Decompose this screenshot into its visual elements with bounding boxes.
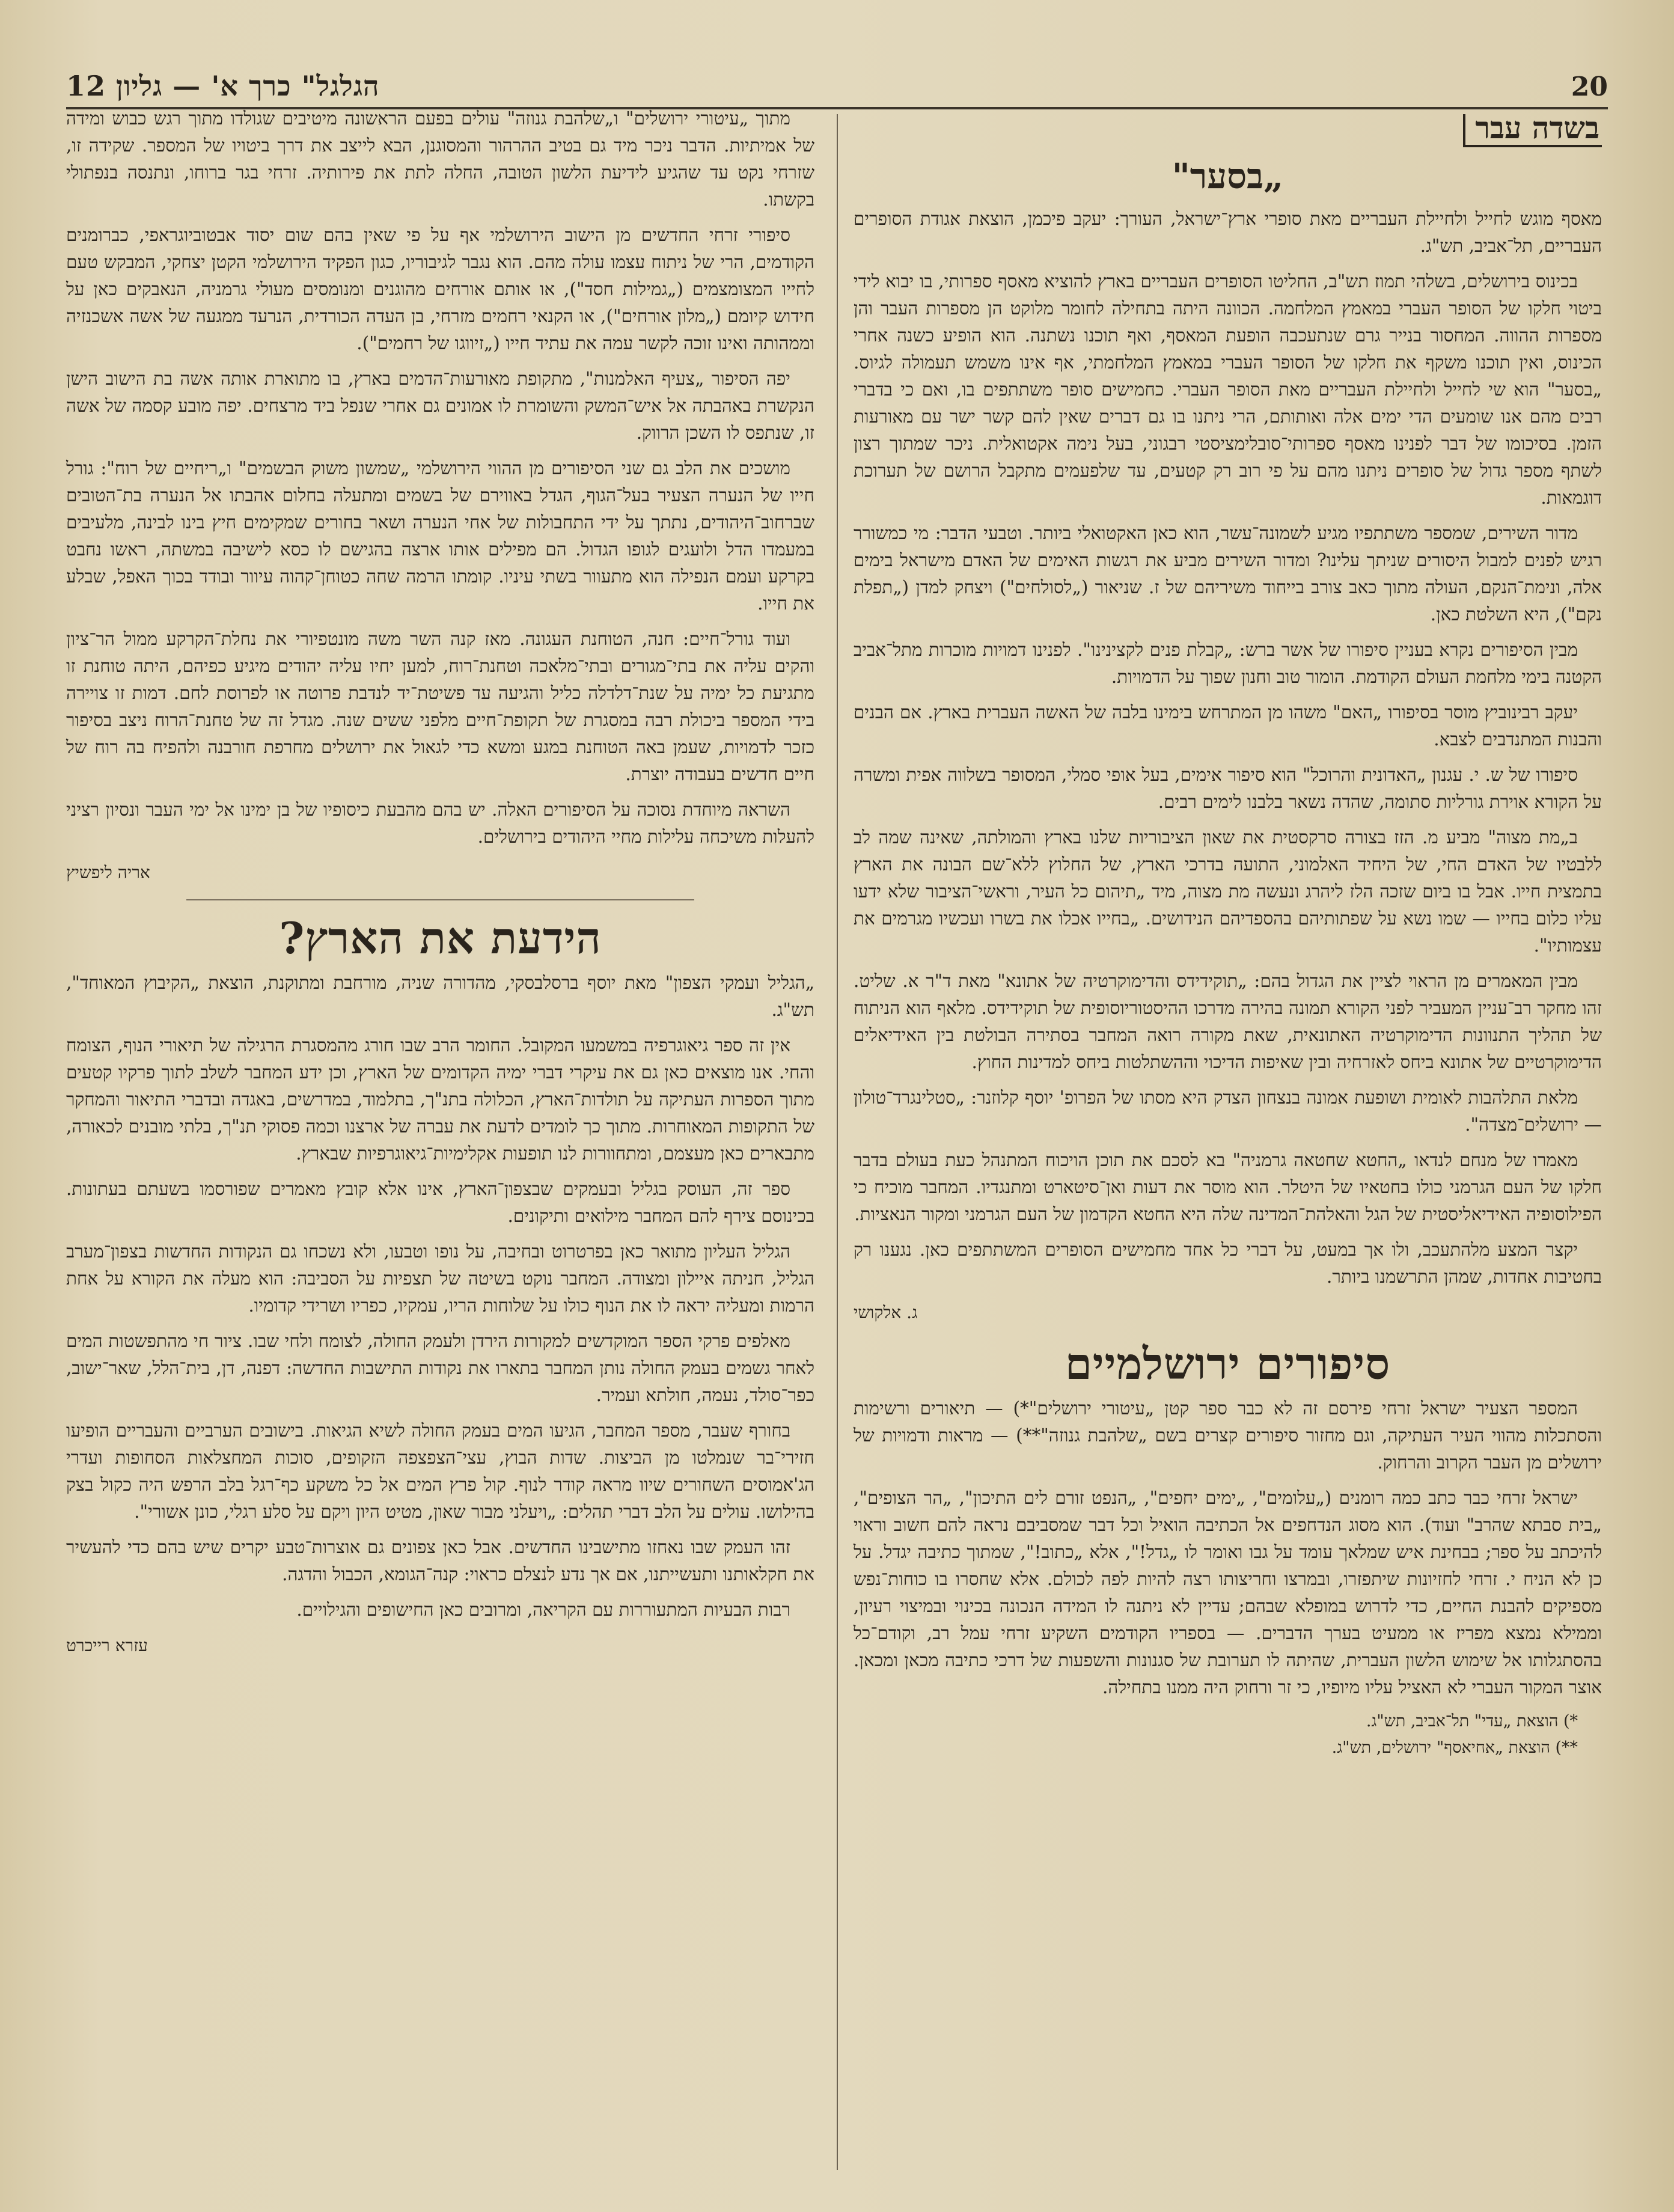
continued-paragraph: סיפורי זרחי החדשים מן הישוב הירושלמי אף על פי שאין בהם שום יסוד אבטוביוגראפי, כברומנים הקודמים, הרי של ניתוח עצמו עולה מהם. הוא נגבר לגיבוריו, כגון הפקיד הירושלמי הקטן יצחקי, המבקש טעם לחייו המצומצמים („גמילות חסד"), או אותם אורחים מהוגנים ומנומסים מעולי גרמניה, הנאבקים כאן על חידוש קיומם („מלון אורחים"), או הקנאי רחמים מזרחי, בן העדה הכורדית, הנרעד ממגעה של אשה אשכנזיה וממהותה ואינו זוכה לקשר עמה את עתיד חייו („זיווגו של רחמים"). xyxy=(66,225,814,353)
review-bibliography: „הגליל ועמקי הצפון" מאת יוסף ברסלבסקי, מהדורה שניה, מורחבת ומתוקנת, הוצאת „הקיבוץ המאוחד", תש"ג. xyxy=(66,973,814,1020)
review-paragraph: ספר זה, העוסק בגליל ובעמקים שבצפון־הארץ, אינו אלא קובץ מאמרים שפורסמו בשעתם בעתונות. בכינוסם צירף להם המחבר מילואים ותיקונים. xyxy=(66,1179,814,1226)
review-title-besaar: „בסער" xyxy=(1171,156,1284,197)
review-title-know-the-land: הידעת את הארץ? xyxy=(279,912,602,964)
continued-paragraph: מושכים את הלב גם שני הסיפורים מן ההווי הירושלמי „שמשון משוק הבשמים" ו„ריחיים של רוח": גורל חייו של הנערה הצעיר בעל־הגוף, הגדל באווירם של בשמים ומתעלה בחלום אהבתו אל הנערה בת־הטובים שברחוב־היהודים, נתתך על ידי התחבולות של אחי הנערה ושאר בחורים שמקימים חיץ בינו לבינה, מלעיבים במעמדו הדל ולועגים לגופו הגדול. הם מפילים אותו ארצה בהגישם לו כסא לישיבה במשתה, ראשו נחבט בקרקע ועמם הנפילה הוא מתעוור בשתי עיניו. קומתו הרמה שחה כטוחן־קהוה עיוור ובודד בכוך האפל, שבלע את חייו. xyxy=(66,458,814,614)
review-paragraph: מדור השירים, שמספר משתתפיו מגיע לשמונה־עשר, הוא כאן האקטואלי ביותר. וטבעי הדבר: מי כמשורר רגיש לפנים למבול היסורים שניתך עלינו? ומדור השירים מביע את רגשות האימים של האדם מישראל בימים אלה, ונימת־הנקם, העולה מתוך כאב צורב בייחוד משיריהם של ז. שניאור („לסולחים") ויצחק למדן („תפלת נקם"), היא השלטת כאן. xyxy=(854,523,1602,625)
footnote: **) הוצאת „אחיאסף" ירושלים, תש"ג. xyxy=(1331,1738,1578,1757)
page-number: 20 xyxy=(1571,72,1608,102)
review-paragraph: המספר הצעיר ישראל זרחי פירסם זה לא כבר ספר קטן „עיטורי ירושלים"*) — תיאורים ורשימות והסתכלות מהווי העיר העתיקה, וגם מחזור סיפורים קצרים בשם „שלהבת גנוזה"**) — מראות ודמויות של ירושלים מן העבר הקרוב והרחוק. xyxy=(854,1398,1602,1473)
footnote: *) הוצאת „עדי" תל־אביב, תש"ג. xyxy=(1366,1712,1578,1731)
review-paragraph: יקצר המצע מלהתעכב, ולו אך במעט, על דברי כל אחד מחמישים הסופרים המשתתפים כאן. נגענו רק בחטיבות אחדות, שמהן התרשמנו ביותר. xyxy=(854,1239,1602,1287)
review-paragraph: הגליל העליון מתואר כאן בפרטרוט ובחיבה, על נופו וטבעו, ולא נשכחו גם הנקודות החדשות בצפון־מערב הגליל, חניתה איילון ומצודה. המחבר נוקט בשיטה של תצפיות על הסביבה: הוא מעלה את הקורא על אחת הרמות ומעליה יראה לו את הנוף כולו על שלוחות הריו, עמקיו, כפריו ושרידי קדומיו. xyxy=(66,1241,814,1316)
review-signature: עזרא רייכרט xyxy=(66,1636,148,1655)
review-paragraph: זהו העמק שבו נאחזו מתישבינו החדשים. אבל כאן צפונים גם אוצרות־טבע יקרים שיש בהם כדי להעשיר את חקלאותנו ותעשייתנו, אם אך נדע לנצלם כראוי: קנה־הגומא, הכבול והדגה. xyxy=(66,1537,814,1584)
review-paragraph: מבין הסיפורים נקרא בעניין סיפורו של אשר ברש: „קבלת פנים לקצינינו". לפנינו דמויות מוכרות מתל־אביב הקטנה בימי מלחמת העולם הקודמת. הומור טוב וחנון שפוך על הדמויות. xyxy=(854,640,1602,687)
review-paragraph: רבות הבעיות המתעוררות עם הקריאה, ומרובים כאן החישופים והגילויים. xyxy=(296,1599,790,1620)
section-divider xyxy=(186,899,694,900)
review-bibliography: מאסף מוגש לחייל ולחיילת העבריים מאת סופרי ארץ־ישראל, העורך: יעקב פיכמן, הוצאת אגודת הסופרים העבריים, תל־אביב, תש"ג. xyxy=(854,209,1602,256)
continued-paragraph: ועוד גורל־חיים: חנה, הטוחנת העגונה. מאז קנה השר משה מונטפיורי את נחלת־הקרקע ממול הר־ציון והקים עליה את בתי־מגורים ובתי־מלאכה וטחנת־רוח, למען יחיו עליה יהודים מיגיע כפיהם, היתה טוחנת זו מתגיעת כל ימיה על שנת־דלדלה כליל והגיעה עד פשיטת־יד לנדבת פרוטה או לפרוסת לחם. דמות זו צויירה בידי המספר ביכולת רבה במסגרת של תקופת־חיים מלפני ששים שנה. מגדל זה של טחנת־הרוח ניצב בסיפור כזכר לדמויות, שעמן באה הטוחנת במגע ומשא כדי לגאול את ירושלים מחרפת חורבנה ולהפיח בה רוח של חיים חדשים בעבודה יוצרת. xyxy=(66,629,814,784)
review-paragraph: מבין המאמרים מן הראוי לציין את הגדול בהם: „תוקידידס והדימוקרטיה של אתונא" מאת ד"ר א. שליט. זהו מחקר רב־עניין המעביר לפני הקורא תמונה בהירה מדרכו ההיסטוריוסופית של תוקידידס. מלאף הוא הניתוח של תהליך התנוונות הדימוקרטיה האתונאית, שאת מקורה רואה המחבר בסתירה הבולטת בין האידיאלים הדימוקרטיים של אתונא ביחס לאזרחיה ובין שאיפות הדיכוי וההשתלטות ביחס למדינות החוץ. xyxy=(854,971,1602,1072)
continued-paragraph: השראה מיוחדת נסוכה על הסיפורים האלה. יש בהם מהבעת כיסופיו של בן ימינו אל ימי העבר ונסיון רציני להעלות משיכחה עלילות מחיי היהודים בירושלים. xyxy=(66,799,814,847)
continued-paragraph: יפה הסיפור „צעיף האלמנות", מתקופת מאורעות־הדמים בארץ, בו מתוארת אותה אשה בת הישוב הישן הנקשרת באהבתה אל איש־המשק והשומרת לו אמונים גם אחרי שנפל ביד מרצחים. יפה מובע קסמה של אשה זו, שנתפס לו השכן הרווק. xyxy=(66,368,814,443)
column-divider xyxy=(837,114,838,2170)
review-title-jerusalem-stories: סיפורים ירושלמיים xyxy=(1065,1338,1391,1389)
review-paragraph: יעקב רבינוביץ מוסר בסיפורו „האם" משהו מן המתרחש בימינו בלבה של האשה העברית בארץ. אם הבנים והבנות המתנדבים לצבא. xyxy=(854,702,1602,750)
review-paragraph: מלאת התלהבות לאומית ושופעת אמונה בנצחון הצדק היא מסתו של הפרופ' יוסף קלוזנר: „סטלינגרד־טולון — ירושלים־מצדה". xyxy=(854,1087,1602,1135)
review-signature: אריה ליפשיץ xyxy=(66,863,150,882)
review-paragraph: סיפורו של ש. י. עגנון „האדונית והרוכל" הוא סיפור אימים, בעל אופי סמלי, המסופר בשלווה אפית ומשרה על הקורא אוירת גורליות סתומה, שהדה נשאר בלבנו לימים רבים. xyxy=(854,765,1602,812)
review-signature: ג. אלקושי xyxy=(854,1303,918,1322)
page-header xyxy=(66,36,1608,109)
review-paragraph: בכינוס בירושלים, בשלהי תמוז תש"ב, החליטו הסופרים העבריים בארץ להוציא מאסף ספרותי, בו יבוא לידי ביטוי חלקו של הסופר העברי במאמץ המלחמה. הכוונה היתה בתחילה לחומר מלוקט הן מספרות העבר והן מספרות ההווה. המחסור בנייר גרם שנתעכבה הופעת המאסף, ואף תוכנו נשתנה. הוא הופיע כשנה אחרי הכינוס, ואין תוכנו משקף את חלקו של הסופר העברי במאמץ המלחמתי, אף אינו משמש תעמולה לגיוס. „בסער" הוא שי לחייל ולחיילת העבריים מאת הסופר העברי. כחמישים סופר משתתפים בו, ואם כי בדברי רבים מהם אנו שומעים הדי ימים אלה ואותותם, הרי ניתנו בו גם דברים שאין להם קשר ישר עם מאורעות הזמן. בסיכומו של דבר לפנינו מאסף ספרותי־סובלימציסטי רבגוני, בעל נימה אקטואלית. ניכר שמתוך רצון לשתף מספר גדול של סופרים ניתנו מהם על פי רוב רק קטעים, עד שלפעמים מתקבל הרושם של תערוכת דוגמאות. xyxy=(854,271,1602,508)
review-paragraph: בחורף שעבר, מספר המחבר, הגיעו המים בעמק החולה לשיא הגיאות. בישובים הערביים והעבריים הופיעו חזירי־בר שנמלטו מן הביצות. שדות הבוץ, עצי־הצפצפה הזקופים, סוכות המחצלאות הסחופות ועדרי הג'אמוסים השחורים שיוו מראה קודר לנוף. קול פרץ המים אל כל משקע כף־רגל בלב הרפש היה כקול בצק בהילושו. עולים על הלב דברי תהלים: „ויעלני מבור שאון, מטיט היון ויקם על סלע רגלי, כונן אשורי". xyxy=(66,1420,814,1522)
continued-paragraph: מתוך „עיטורי ירושלים" ו„שלהבת גנוזה" עולים בפעם הראשונה מיטיבים שגולדו מתוך רגש כבוש ומידה של אמיתיות. הדבר ניכר מיד גם בטיב ההרהור והמסוגנן, הבא לייצב את דרך ביטויו של המספר. שקידה זו, שזרחי נקט עד שהגיע לידיעת הלשון הטובה, החלה לתת את פירותיה. זרחי בגר ברוחו, ונתנסה בנפתולי בקשתו. xyxy=(66,108,814,210)
review-paragraph: ב„מת מצוה" מביע מ. הזז בצורה סרקסטית את שאון הציבוריות שלנו בארץ והמולתה, שאינה שמה לב ללבטיו של האדם החי, של היחיד האלמוני, התועה בדרכי הארץ, של החלוץ ללא־שם הבונה את הארץ בתמצית חייו. אבל בו ביום שזכה הלז ליהרג ונעשה מת מצוה, מיד „תיהום כל העיר, וראשי־הציבור שלא ידעו עליו כלום בחייו — שמו נשא על שפתותיהם בהספדיהם הנידושים. „בחייו אכלו את בשרו ועכשיו מגרמים את עצמותיו". xyxy=(854,827,1602,956)
section-tag: בשדה עבר xyxy=(1463,114,1602,147)
left-column xyxy=(66,105,814,1669)
journal-title: הגלגל" כרך א' — גליון 12 xyxy=(66,70,380,102)
review-paragraph: ישראל זרחי כבר כתב כמה רומנים („עלומים", „ימים יחפים", „הנפט זורם לים התיכון", „הר הצופים", „בית סבתא שהרב" ועוד). הוא מסוג הנדחפים אל הכתיבה הואיל וכל דבר שמסביבם נראה להם חשוב וראוי להיכתב על ספר; בבחינת איש שמלאך עומד על גבו ואומר לו „גדל!", אלא „כתוב!", שמתוך כתיבה יגדל. על כן לא הניח י. זרחי לחזיונות שיתפזרו, ובמרצו וחריצותו רצה להיות לפה לכולם. אלא שחסרו בו כוחות־נפש מספיקים להבנת החיים, כדי לדרוש במופלא שבהם; עדיין לא ניתנה לו המידה הנכונה בכינוי ובמיצוי רעיון, וממילא נמצא מפריז או ממעיט בערך הדברים. — בספריו הקודמים השקיע זרחי עמל רב, וקודם־כל בהסתגלותו אל שימוש הלשון העברית, שהיתה לו תערובת של סגנונות והשפעות של דרכי כתיבה מכאן ומכאן. אוצר המקור העברי לא האציל עליו מיופיו, כי זר ורחוק היה ממנו בתחילה. xyxy=(854,1488,1602,1697)
review-paragraph: אין זה ספר גיאוגרפיה במשמעו המקובל. החומר הרב שבו חורג מהמסגרת הרגילה של תיאורי הנוף, הצומח והחי. אנו מוצאים כאן גם את עיקרי דברי ימיה הקדומים של הארץ, וכן ידע המחבר לשלב לתוך פרקיו קטעים מתוך הספרות העתיקה על תולדות־הארץ, הכלולה בתנ"ך, בתלמוד, במדרשים, באגדה ובדברי התיאור והמחקר של התקופות המאוחרות. מתוך כך לומדים לדעת את עברה של ארצנו וכמה פסוקי תנ"ך, בלתי מובנים לכאורה, מתבארים כאן מעצמם, ומתחוורות לנו תופעות אקלימיות־גיאוגרפיות שבארץ. xyxy=(66,1035,814,1164)
right-column xyxy=(854,110,1602,1762)
review-paragraph: מאלפים פרקי הספר המוקדשים למקורות הירדן ולעמק החולה, לצומח ולחי שבו. ציור חי מהתפשטות המים לאחר גשמים בעמק החולה נותן המחבר בתארו את נקודות התישבות החדשה: דפנה, דן, בית־הלל, שאר־ישוב, כפר־סולד, נעמה, חולתא ועמיר. xyxy=(66,1331,814,1405)
review-paragraph: מאמרו של מנחם לנדאו „החטא שחטאה גרמניה" בא לסכם את תוכן הויכוח המתנהל כעת בעולם בדבר חלקו של העם הגרמני כולו בחטאיו של היטלר. הוא מוסר את דעות ואן־סיטארט ומתנגדיו. המחבר מוכיח כי הפילוסופיה האידיאליסטית של הגל והאלהת־המדינה שלה היא החטא הקדמון של העם הגרמני ומקור הנאציות. xyxy=(854,1150,1602,1224)
